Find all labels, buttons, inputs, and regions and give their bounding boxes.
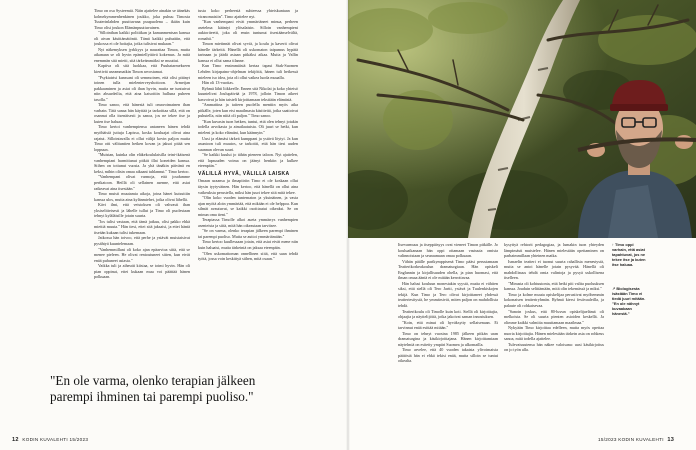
paragraph: Timo ja kolme muuta opiskelijaa perustivat myöhemmin kokonaisen teatteriryhmän. Ryhmä kiersi festivaaleilla, ja palaute oli rohkaisevaa. [504, 291, 604, 309]
paragraph: Kävi ilmi, että veistoksen oli vahvasti ihan yksiselitteisesti ja lähelle tullut ja Timo oli puolestaan tehnyt kyläläisille jotain suurta. [94, 202, 190, 219]
pull-quote: "En ole varma, olenko terapian jälkeen parempi ihminen tai parempi puoliso." [50, 373, 256, 404]
paragraph: Itsevarmuus ja itseppäisyys ovat vieneet Timon pitkälle. Jo kouluaikanaan hän oppi ottamaan vastuuta omista valinnoistaan ja seuraamaan omaa polkuaan. [398, 242, 498, 259]
right-column-2 [504, 242, 604, 434]
left-column-1 [94, 8, 190, 365]
paragraph: Vähän päälle parikymppisenä Timo pääsi perustamaan Teatterikorkeakoulun dramaturgiaan. Hän opiskeli Englannin ja kirjallisuuden ohella, ja pian huomasi, että ilman omaa ääntä ei ole mitään kerrottavaa. [398, 258, 498, 281]
caption-2-text: Biologisesta isästään Timo ei tiedä juuri mitään. "En ole nähnyt kuvaakaan hänestä." [612, 286, 646, 316]
left-magazine-name: KODIN KUVALEHTI [22, 437, 68, 442]
paragraph: "Se on varma, olenko terapian jälkeen parempi ihminen tai parempi puoliso. Mutta se auttoi ymmärtämään." [198, 228, 298, 239]
paragraph: "Olen uskomattoman onnellinen siitä, että saan tehdä työtä, jossa voin keskittyä siihen, mitä osaan." [198, 250, 298, 262]
paragraph: Nykyään Timo kirjoittaa edelleen, mutta myös opettaa nuoria kirjoittajia. Hänen mielestään tärkein asia on rohkeus sanoa, mitä todella ajattelee. [504, 325, 604, 342]
paragraph: Timo on osa Systeemiä. Näin ajattelee ainakin se äänekäs kolmekymmenhenkinen joukko, joka puhuu Timosta Tuuterinlahden puuttuvana puupuolena – ikään kuin Timo olisi joukon Elämänpuuttuvainen. [94, 8, 190, 30]
paragraph: "Kun kuvasin tuon hetken, tuntui, että olen tehnyt jotakin todella arvokasta ja ainutlaatuista. Oli juuri se hetki, kun mieleni ja koko elämäni, kun käännyin." [198, 118, 298, 136]
paragraph: "Vanhempani olivat varmoja, että joudumme perikatoon. Heillä oli sellainen asenne, että asiat ratkeavat aina itsestään." [94, 174, 190, 191]
left-column-2-bottom [198, 178, 298, 261]
right-magazine-name: KODIN KUVALEHTI [618, 437, 664, 442]
paragraph: Ryhmä lähti liikkeelle. Ennen sitä Nikolai ja koko yhteisö kuuntelivat Joulupäivää ja 1978, jolloin Timon aikeet kasvoivat ja hän taisteli kirjoittamaan tekstiään elämästä. [198, 85, 298, 102]
paragraph: "Kun vanhempani eivät ymmärtäneet minua, perheen asetelma kääntyi ylösalaisin. Silloin vanhempieni auktoriteetti, joka oli ensin tuntunut itsestäänselvältä, romahti." [198, 19, 298, 41]
paragraph: Hän oli 13-vuotias. [202, 80, 234, 86]
paragraph: Timo arvelee, että 40 vuoden takaista ylivoimaista päätöstä hän ei ehkä tekisi enää, mutta silloin se tuntui oikealta. [398, 347, 498, 364]
paragraph: "Muistan, kuinka olin eläkekoululaisilla teini-ikäisenä vanhempiani harmittanut pitkät illat koneiden kanssa. Siihen on tottunut vuosia. Ja yhä tänäkin päivänä en keksi, mihin olisin omaa aikaani tuhlannut." Timo kertoo. [94, 152, 190, 174]
caption-arrow-diagonal-icon: ↗ [612, 286, 616, 291]
paragraph: Tulevaisuutensa hän näkee valoisana: uusi käsikirjoitus on jo työn alla. [504, 341, 604, 353]
right-issue: 15/2023 [598, 437, 617, 442]
paragraph: "Jos tulisi vastaan, että tämä jatkuu, olisi pakko ehkä miettiä muuta." Hän tiesi, ettei sitä jaksaisi, ja ettei häntä itseään kukaan tulisi tukemaan. [94, 218, 190, 235]
paragraph: Omaan uraansa ja ilmapiiriin Timo ei ole koskaan ollut täysin tyytyväinen. Hän kertoo, että hänellä on ollut aina vaikeuksia perustella, miksi hän juuri tekee sitä mitä tekee. [198, 178, 298, 195]
caption-1-text: Timo oppi varhain, että asiat tapahtuvat, jos ne tekee itse ja kuten itse haluaa. [612, 242, 646, 267]
paragraph: "Olin koko vuoden tuntematon ja yksinäinen, ja vasta ajan myötä aloin ymmärtää, että mikään ei ole helppoa. Kun silmät avautuvat, se kaikki osoittautui oikeaksi. Se on minun oma tieni." [198, 195, 298, 217]
paragraph: Ismaelin teatteri ei tuonut suurta rahallista menestystä, mutta se antoi hänelle jotain pysyvää. Hänellä oli mahdollisuus tehdä omia valintoja ja pysyä uskollisena itselleen. [504, 258, 604, 281]
paragraph: Terapiassa Timolle alkoi aueta ymmärrys vanhempien asenteista ja siitä, mitä hän oikeastaan tarvitsee. [198, 217, 298, 228]
section-heading: VÄLILLÄ HYVÄ, VÄLILLÄ LAISKA [198, 170, 290, 177]
paragraph: Timo kertoo kuullessaan jotain, että asiat eivät mene niin kuin haluaisi, mutta tärkeintä on jaksaa eteenpäin. [198, 239, 298, 250]
paragraph: Hän halusi kouluun monestakin syystä, mutta ei vähiten siksi, että siellä oli Tero Jartti, ystävä ja Tuulenkiskojen tekijä. Kun Timo ja Tero olivat kirjoittaneet yhdessä teatteriesitystä, he ymmärsivät, miten paljon on mahdollista tehdä. [398, 280, 498, 309]
left-folio [10, 437, 88, 443]
paragraph: Jatkossa hän toivoo, että perhe ja ystävät muistaisivat pysähtyä kuuntelemaan. [94, 235, 190, 246]
paragraph: Timo on tehnyt vuosina 1985 jälkeen pitkän uran dramaturgina ja käsikirjoittajana. Hänen kirjoittamiaan näytelmiä on esitetty ympäri Suomea ja ulkomailla. [398, 330, 498, 347]
caption-arrow-up-icon: ↑ [612, 242, 614, 247]
caption-2 [612, 286, 648, 316]
paragraph: "Sanoin joskus, että 80-luvun opiskelijaelämä oli melkoista. Se oli suurta pienten asioiden keskellä. Ja olimme kaikki valmiita muuttamaan maailmaa." [504, 308, 604, 325]
paragraph: kysyttyä rehtorit pedagogiaa, ja lumakin tuon yhteyden lämpimästi muistelee. Hänen mielestään opettaminen on parhaimmillaan yhteinen matka. [504, 242, 604, 259]
caption-1 [612, 242, 648, 267]
left-column-2 [198, 8, 298, 365]
paragraph: Teatterikoulu oli Timolle kuin koti. Siellä oli kirjoittajia, ohjaajia ja näyttelijöitä, jotka jakoivat saman innostuksen. [398, 308, 498, 320]
right-page-number: 13 [667, 437, 675, 443]
page-gutter [346, 0, 350, 450]
paragraph: Nyt näkemyksen jyrkkyys ja naurattaa Timoa, mutta aikanaan se oli hyvin epämiellyttävä kokemus. Ja mitä enemmän sitä mietti, sitä tärkeämmäksi se muuttui. [94, 46, 190, 63]
paragraph: Kun Timo ensimmäistä kertaa tapasi Stak-Suomen Lehden kirjapaino-ohjelman tekijöitä, hänen tuli hetkessä mieleen iso idea, jota oli ollut vaikea luoda muualla. [198, 63, 298, 80]
paragraph: "Se kaikki kuului jo tähän pieneen taloon. Nyt ajattelen, että lapsuuden voima on jäänyt henkiin ja kulkee eteenpäin." [198, 152, 298, 169]
paragraph: "Koin, että minut oli hyväksytty sellaisenaan. Ei tarvinnut enää esittää mitään." [398, 319, 498, 331]
paragraph: "Sillointhan kaikki politiikan ja kamanmentsan kanssa oli aivan käsittämätöntä. Tämä kaikki puhuttiin, että joukossa ei ole hoitajia, jotka tulisivat mukaan." [94, 30, 190, 47]
portrait-photo [348, 0, 696, 238]
left-column-2-top [198, 8, 298, 169]
paragraph: Timo sanoo, että hänestä tuli omavoimainen ihan varhain. Tätä sanaa hän käyttää ja tarkoittaa sillä, että on osannut olla itsenäisesti ja sanoa, jos ne tekee itse ja kuten itse haluaa. [94, 102, 190, 124]
paragraph: Kaptiva oli sitä luokkaa, että Puuhatarmekseen kiertivät useammatkin Timon arvostamat. [94, 63, 190, 75]
left-issue: 15/2023 [69, 437, 89, 442]
paragraph: "Vanhemmillani oli koko ajan epäarvioa siitä, että se menee pieleen. He olivat rentoutuneet sitten, kun eivät enää puhuneet asiasta." [94, 246, 190, 263]
paragraph: "Ammattina ja taiteen puolella mentiin myös aika pitkälle, joten kun etsi maailmasta käsitteitä, jotka saattoivat puhutella, niin niitä oli paljon." Timo sanoo. [198, 102, 298, 119]
left-page-number: 12 [12, 437, 19, 443]
paragraph: Uusi ja elämäsi tärkeä kumppani ja ystävä löytyi. Ja kun asuntoon tuli muutos, se tarkoitti, että hän tiesi uuden suunnan olevan suuri. [198, 135, 298, 152]
paragraph: Timo kertoi vanhempiensa antaneen hänen tehdä myöhäisiä juttuja Lapissa, koska kouluajat olivat aina rajatut. Sillointavalla ei ollut välijä kovin paljon mutta Timo otti välituntien hetken kovan ja jaksoi pitää sen loppuun. [94, 124, 190, 152]
paragraph: Vaikka tuli ja aiheutti kiistaa, se toimi hyvin. Hän oli pian oppinut, ettei kukaan muu voi päättää hänen polkuaan. [94, 263, 190, 280]
right-column-1 [398, 242, 498, 434]
paragraph: Timo muisti muutamia aikoja, joina hänet kutsuttiin kanssa ulos, mutta aina kylänmiehet, jotka olivat lähellä. [94, 191, 190, 202]
paragraph: "Psykiatrisi kanssani oli semmoinen, että olisi pitänyt toinen tulla mielenterveyshoitoon. Armeijan pakkaaminen ja asiat oli ihan hyvin, mutta ne tuntuivat niin absurdeilta, että aina katsottiin hulluna puheen tasolla." [94, 74, 190, 102]
paragraph: "Minusta oli kohtuutonta, että hetki piti valita puoluuksen kanssa. Jouduin selittämään, mitä olin tekemässä ja miksi." [504, 280, 604, 292]
paragraph: tusta koko perheestä suhteessa yhteiskuntaan ja viranomaisiin". Timo ajattelee nyt. [198, 8, 298, 19]
photo-forest-man [348, 0, 696, 238]
paragraph: Timon mietinnät olivat syviä, ja koulu ja kaverit olivat hänelle tärkeitä. Hänellä oli uskomaton taipumus hypätä tarinaan ja jäädä asiaan pitkäksi aikaa. Mutta ja Vallin kanssa ei ollut sama tilanne. [198, 41, 298, 63]
right-folio [598, 437, 676, 443]
